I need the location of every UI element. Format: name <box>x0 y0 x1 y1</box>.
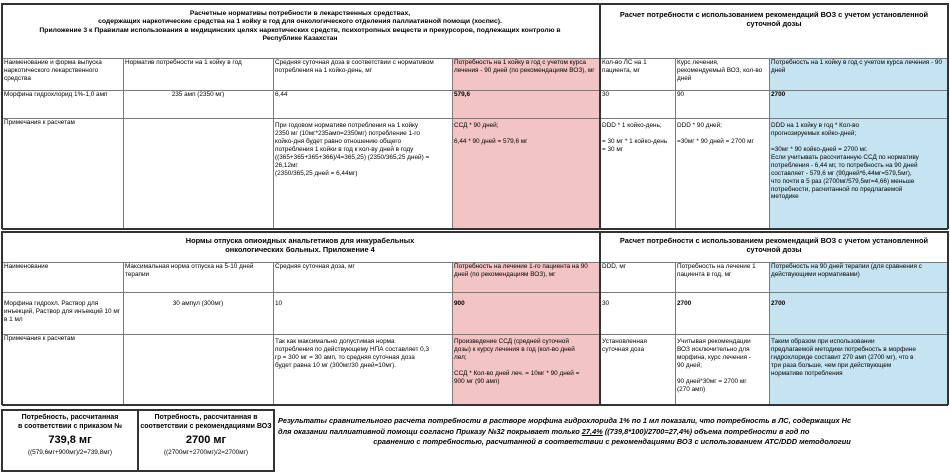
note-line: (2350/365,25 дней = 6,44мг) <box>275 169 358 177</box>
s1-notes-avg-dose <box>273 118 452 228</box>
grid-line <box>599 3 601 229</box>
s1-header-avg-dose: Средняя суточная доза в соответствии с нормативом потребления на 1 койко-день, мг <box>275 59 434 74</box>
s1-header-need-bed: Потребность на 1 койку в год с учетом курса лечения - 90 дней <box>769 58 948 90</box>
summary-order-box <box>2 410 138 471</box>
conclusion-text <box>276 412 948 470</box>
section1-header-line: Республике Казахстан <box>262 35 338 43</box>
s1-header-need-90: Потребность на 1 койку в год с учетом курса лечения - 90 дней (по рекомендациям ВОЗ), мг <box>452 58 600 90</box>
note-line: морфина, курс лечения - <box>677 353 751 361</box>
s1-header-course: Курс лечения, рекомендуемый ВОЗ, кол-во дней <box>677 59 763 82</box>
s1-header-qty-patient: Кол-во ЛС на 1 пациента, мг <box>602 59 647 74</box>
note-line: прогнозируемых койко-дней; <box>771 129 857 137</box>
s2-header-avg-dose: Средняя суточная доза, мг <box>275 263 355 270</box>
note-line <box>454 130 598 138</box>
s2-morphine-avg-dose: 10 <box>275 300 283 307</box>
note-line: гидрохлориде составит 270 амп (2700 мг), что в <box>771 353 914 361</box>
summary-title-line: Потребность, рассчитанная <box>21 414 119 421</box>
s2-notes-need-90 <box>452 334 600 404</box>
conclusion-line <box>278 427 946 438</box>
note-line <box>454 362 598 370</box>
note-line: ССД * 90 дней; <box>454 122 499 129</box>
grid-line <box>2 231 948 233</box>
note-line: DDD на 1 койку в год * Кол-во <box>771 122 860 129</box>
s1-notes-need-90 <box>452 118 600 228</box>
note-line: 2350 мг (10мг*235амп=2350мг) потребление 1-го <box>275 129 420 137</box>
note-line: гр = 300 мг = 30 амп, то средняя суточная доза <box>275 353 415 361</box>
s1-notes-empty <box>123 118 273 228</box>
s1-morphine-need-90: 579,6 <box>452 90 600 118</box>
note-line: Произведение ССД (средней суточной <box>454 338 569 345</box>
s2-header-need-year: Потребность на лечение 1 пациента в год, мг <box>677 263 756 278</box>
note-line: DDD * 90 дней; <box>677 122 722 129</box>
note-line <box>677 370 767 378</box>
note-line: три раза больше, чем при действующем <box>771 361 892 369</box>
note-line: составляет - 579,6 мг (90дней*6,44мг=579,5мг), <box>771 169 912 177</box>
note-line: 900 мг (90 амп) <box>454 377 500 385</box>
s2-morphine-need-90-compare: 2700 <box>769 292 948 334</box>
grid-line <box>123 58 124 228</box>
note-line: дозы) к курсу лечения в год (кол-во дней <box>454 345 575 353</box>
note-line: =30мг * 90 койко-дней = 2700 мг. <box>771 145 868 153</box>
section2-who-header-line: Расчет потребности с использованием рекомендаций ВОЗ с учетом установленной <box>619 236 929 245</box>
note-line: нормативе потребления <box>771 369 843 377</box>
s2-notes-empty <box>123 334 273 404</box>
note-line: 90 дней*30мг = 2700 мг <box>677 377 747 385</box>
grid-line <box>947 231 949 405</box>
grid-line <box>2 292 948 293</box>
s2-notes-ddd <box>600 334 675 404</box>
s2-notes-need-year <box>675 334 769 404</box>
grid-line <box>1 231 3 405</box>
grid-line <box>675 262 676 404</box>
s2-morphine-ddd: 30 <box>602 300 610 307</box>
s1-morphine-course: 90 <box>677 91 685 98</box>
s2-header-name: Наименование <box>4 263 49 270</box>
s1-morphine-norm: 235 амп (2350 мг) <box>171 91 225 98</box>
s1-morphine-avg-dose: 6,44 <box>275 91 288 98</box>
note-line: ССД * Кол-во дней леч. = 10мг * 90 дней = <box>454 369 580 377</box>
section2-header-line: Нормы отпуска опиоидных анальгетиков для инкурабельных <box>185 236 415 245</box>
conclusion-line-part: ((739,8*100)/2700=27,4%) объема потребности в год по <box>602 426 810 436</box>
s2-header-ddd: DDD, мг <box>602 263 627 270</box>
section2-who-header <box>600 232 948 262</box>
conclusion-line: Результаты сравнительного расчета потребности в растворе морфина гидрохлорида 1% по 1 мл показали, что потребность в ЛС, содержащих Нс <box>278 416 852 425</box>
note-line: предлагаемой методики потребность в морфине <box>771 345 916 353</box>
grid-line <box>2 334 948 335</box>
s2-header-max-norm: Максимальная норма отпуска на 5-10 дней терапии <box>125 263 254 278</box>
note-line: потребления по действующему НПА составляет 0,3 <box>275 345 430 353</box>
note-line: (270 амп) <box>677 385 706 393</box>
grid-line <box>769 58 770 228</box>
grid-line <box>273 409 275 472</box>
note-line <box>677 130 767 138</box>
note-line: койко-дня будет равно отношению общего <box>275 137 402 145</box>
summary-title-line: в соответствии с приказом № <box>17 422 122 430</box>
note-line: потребления - 6,44 мг, то потребность на 90 дней <box>771 161 918 169</box>
grid-line <box>2 118 948 119</box>
grid-line <box>452 58 453 228</box>
s2-morphine-name: Морфина гидрохл. Раствор для инъекций, Раствор для инъекций 10 мг в 1 мл <box>4 300 121 323</box>
s1-notes-course <box>675 118 769 228</box>
s2-header-need-90: Потребность на лечение 1-го пациента на 90 дней (по рекомендациям ВОЗ), мг <box>452 262 600 292</box>
grid-line <box>2 3 948 5</box>
note-line: лел; <box>454 353 467 361</box>
grid-line <box>1 409 3 472</box>
conclusion-line: сравнению с потребностью, расчитанной в соответствии с рекомендациями ВОЗ с использованием АТС/DDD методологии <box>373 437 851 447</box>
summary-title-line: соответствии с рекомендациями ВОЗ <box>140 422 272 430</box>
section2-header-line: онкологических больных. Приложение 4 <box>225 245 375 255</box>
s1-notes-qty <box>600 118 675 228</box>
section1-header-line: Приложение 3 к Правилам использования в медицинских целях наркотических средств, психотропных веществ и прекурсоров, подлежащих контролю в <box>39 26 561 34</box>
summary-order-formula: ((579,6мг+900мг)/2=739,8мг) <box>27 448 113 456</box>
grid-line <box>2 262 948 263</box>
s2-morphine-need-year: 2700 <box>677 300 692 307</box>
section1-who-header-line: суточной дозы <box>746 19 802 29</box>
s1-morphine-qty: 30 <box>602 91 610 98</box>
grid-line <box>599 231 601 405</box>
note-line: При годовом нормативе потребления на 1 койку <box>275 122 419 129</box>
section1-who-header-line: Расчет потребности с использованием рекомендаций ВОЗ с учетом установленной <box>619 10 929 19</box>
note-line: суточная доза <box>602 345 645 353</box>
s2-notes-need-90-compare <box>769 334 948 404</box>
grid-line <box>137 409 139 472</box>
grid-line <box>273 58 274 228</box>
note-line: Учитывая рекомендации <box>677 338 751 345</box>
grid-line <box>947 3 949 229</box>
grid-line <box>2 228 948 230</box>
note-line: 90 дней; <box>677 361 703 369</box>
s1-morphine-need-bed: 2700 <box>769 90 948 118</box>
note-line: ((365+365+365+366)/4=365,25) (2350/365,25 дней) = 26,12мг <box>275 153 430 169</box>
grid-line <box>769 262 770 404</box>
grid-line <box>2 58 948 59</box>
s1-morphine-name: Морфина гидрохлорид 1%-1,0 амп <box>4 91 108 98</box>
note-line: потребности, расчитанной по предлагаемой <box>771 185 903 193</box>
section1-header-line: содержащих наркотические средства на 1 койку в год для онкологического отделения паллиативной помощи (хоспис). <box>98 18 502 26</box>
note-line: Так как максимально допустимая норма <box>275 338 395 345</box>
note-line: Установленная <box>602 338 647 345</box>
s2-notes-label: Примечания к расчетам <box>4 335 75 342</box>
s2-notes-avg-dose <box>273 334 452 404</box>
s1-notes-need-bed <box>769 118 948 228</box>
conclusion-line-part: для оказании паллиативной помощи согласно Приказу №32 покрывает только <box>278 426 582 436</box>
note-line: потребления 1 койки в год к кол-ву дней в году <box>275 145 414 153</box>
summary-who-formula: ((2700мг+2700мг)/2=2700мг) <box>163 448 249 456</box>
section1-who-header <box>600 4 948 58</box>
grid-line <box>2 90 948 91</box>
note-line: = 30 мг * 1 койко-день <box>602 137 668 145</box>
note-line: методике <box>771 193 799 201</box>
s2-morphine-need-90: 900 <box>452 292 600 334</box>
grid-line <box>2 404 948 406</box>
note-line <box>771 138 946 146</box>
conclusion-percent: 27,4% <box>581 426 603 436</box>
grid-line <box>452 262 453 404</box>
s2-morphine-max-norm: 30 ампул (300мг) <box>172 300 224 307</box>
note-line: =30мг * 90 дней = 2700 мг <box>677 137 754 145</box>
note-line: Таким образом при использовании <box>771 338 875 345</box>
grid-line <box>675 58 676 228</box>
note-line <box>602 130 673 138</box>
s1-header-name: Наименование и форма выпуска наркотического лекарственного средства <box>4 59 102 82</box>
section1-header-title <box>2 4 598 58</box>
s1-header-norm: Норматив потребности на 1 койку в год <box>125 59 242 66</box>
note-line: Если учитывать рассчитанную ССД по нормативу <box>771 153 919 161</box>
note-line: ВОЗ исключительно для <box>677 345 750 353</box>
grid-line <box>123 262 124 404</box>
section2-header-title <box>2 232 598 262</box>
note-line: DDD * 1 койко-день; <box>602 122 662 129</box>
summary-who-value: 2700 мг <box>185 434 227 447</box>
grid-line <box>1 3 3 229</box>
note-line: 6,44 * 90 дней = 579,6 мг <box>454 137 528 145</box>
summary-who-box <box>138 410 274 471</box>
note-line: = 30 мг <box>602 145 624 153</box>
s2-header-need-90-compare: Потребность на 90 дней терапии (для сравнения с действующими нормативами) <box>769 262 948 292</box>
grid-line <box>273 262 274 404</box>
s1-notes-label: Примечания к расчетам <box>4 119 75 126</box>
section1-header-line: Расчетные нормативы потребности в лекарственных средствах, <box>189 10 411 17</box>
note-line: что почти в 5 раз (2700мг/579,5мг=4,66) меньше <box>771 177 915 185</box>
section2-who-header-line: суточной дозы <box>746 245 802 255</box>
note-line: будет равна 10 мг (300мг/30 дней=10мг). <box>275 361 397 369</box>
summary-order-value: 739,8 мг <box>48 434 92 447</box>
summary-title-line: Потребность, рассчитанная в <box>154 414 258 421</box>
